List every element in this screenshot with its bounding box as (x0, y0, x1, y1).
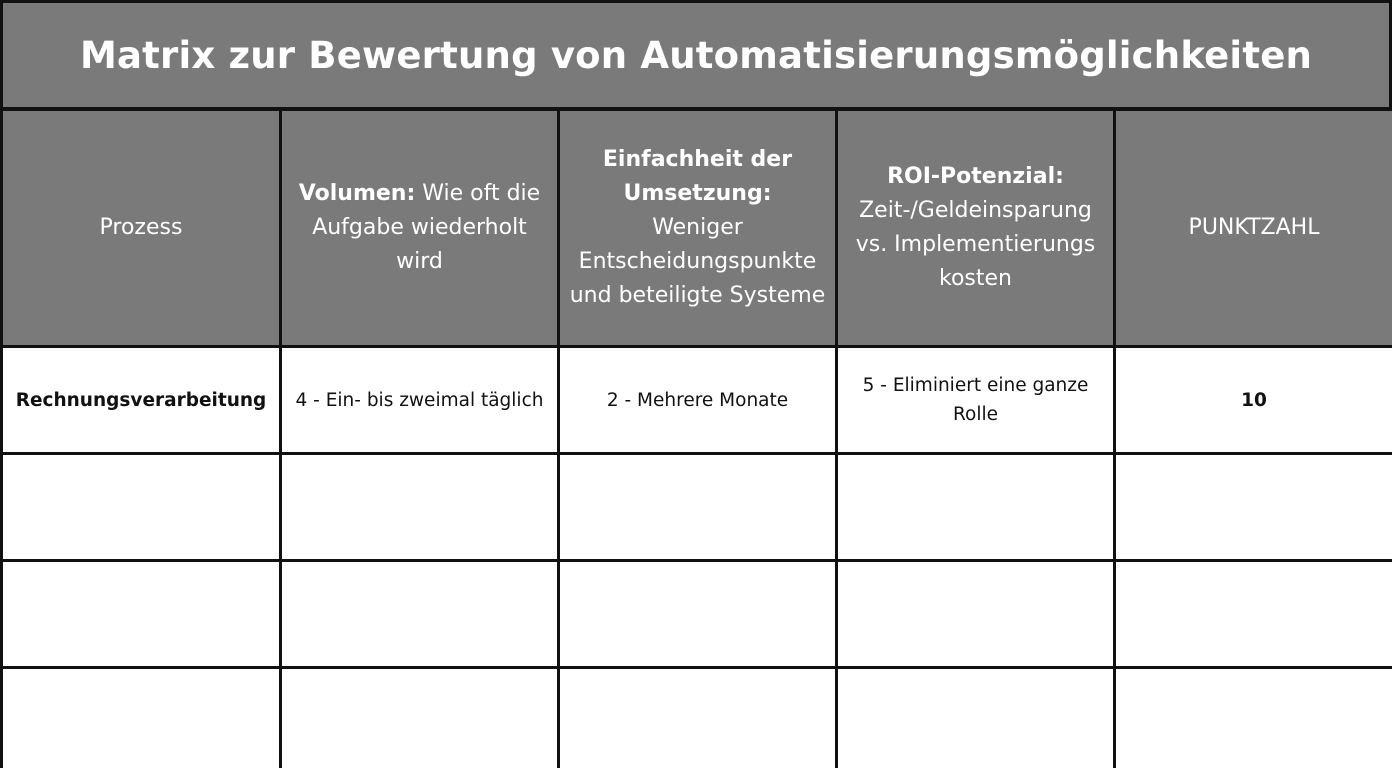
cell-score[interactable] (1115, 561, 1392, 668)
header-roi (837, 110, 1115, 347)
cell-roi[interactable] (837, 561, 1115, 668)
cell-process[interactable]: Rechnungsverarbeitung (2, 347, 281, 454)
title-bar (0, 0, 1392, 110)
header-roi-description: Zeit-/Geldeinsparung vs. Implementierungs kosten (855, 198, 1096, 291)
cell-score[interactable]: 10 (1115, 347, 1392, 454)
header-row (2, 110, 1392, 347)
cell-process[interactable] (2, 668, 281, 768)
cell-volume[interactable] (281, 561, 559, 668)
cell-simplicity[interactable] (559, 454, 837, 561)
cell-roi[interactable]: 5 - Eliminiert eine ganze Rolle (837, 347, 1115, 454)
table-row (2, 668, 1392, 768)
cell-volume[interactable]: 4 - Ein- bis zweimal täglich (281, 347, 559, 454)
table-row (2, 454, 1392, 561)
table-row (2, 561, 1392, 668)
header-roi-label: ROI-Potenzial: (887, 164, 1064, 189)
cell-process[interactable] (2, 561, 281, 668)
header-simplicity (559, 110, 837, 347)
header-volume-description: Wie oft die Aufgabe wiederholt wird (312, 181, 541, 274)
cell-roi[interactable] (837, 668, 1115, 768)
header-volume-label: Volumen: (298, 181, 416, 206)
header-score-label: PUNKTZAHL (1188, 215, 1320, 240)
cell-process[interactable] (2, 454, 281, 561)
cell-simplicity[interactable]: 2 - Mehrere Monate (559, 347, 837, 454)
cell-volume[interactable] (281, 668, 559, 768)
evaluation-matrix-table (0, 108, 1392, 768)
header-simplicity-description: Weniger Entscheidungspunkte und beteiligte Systeme (569, 215, 826, 308)
page-title: Matrix zur Bewertung von Automatisierungsmöglichkeiten (79, 33, 1313, 77)
header-volume (281, 110, 559, 347)
cell-score[interactable] (1115, 454, 1392, 561)
cell-score[interactable] (1115, 668, 1392, 768)
header-process-label: Prozess (99, 215, 183, 240)
cell-roi[interactable] (837, 454, 1115, 561)
cell-simplicity[interactable] (559, 668, 837, 768)
table-row (2, 347, 1392, 454)
cell-simplicity[interactable] (559, 561, 837, 668)
header-simplicity-label: Einfachheit der Umsetzung: (602, 147, 793, 206)
cell-volume[interactable] (281, 454, 559, 561)
header-process (2, 110, 281, 347)
header-score (1115, 110, 1392, 347)
